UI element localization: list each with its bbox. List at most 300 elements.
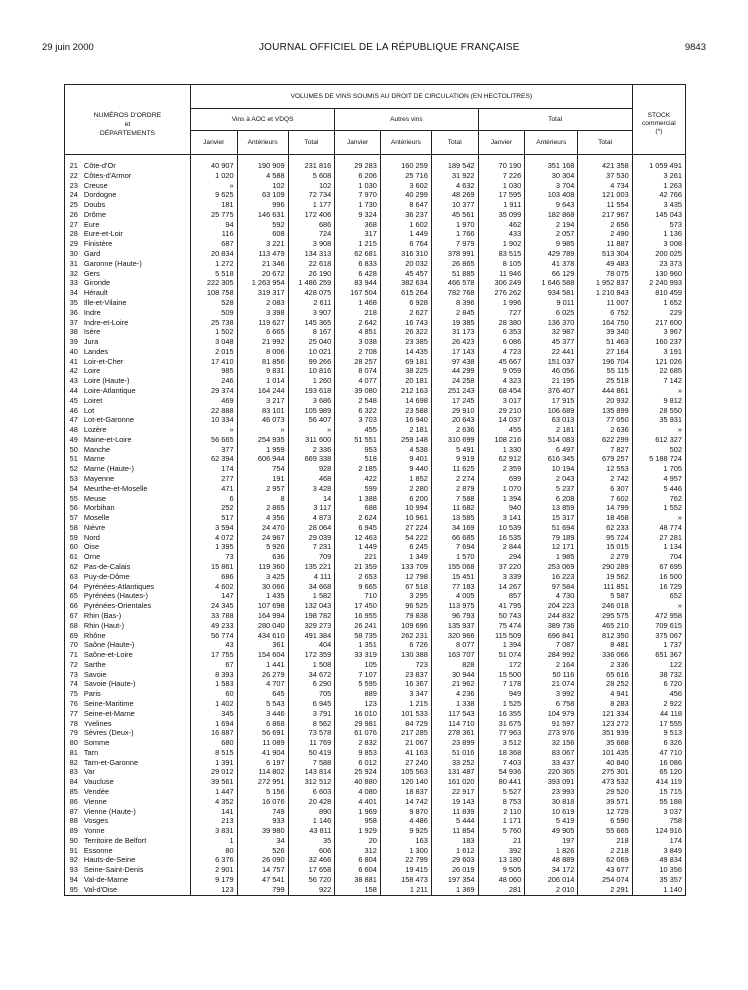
total-total-cell: 2 336 bbox=[578, 660, 632, 670]
total-total-cell: 35 668 bbox=[578, 738, 632, 748]
dept-name-cell: Finistère bbox=[83, 239, 113, 249]
stock-commercial-cell: 160 237 bbox=[632, 337, 685, 347]
aoc-total-cell: 5 608 bbox=[288, 171, 335, 181]
stock-commercial-cell: 810 459 bbox=[632, 288, 685, 298]
total-janvier-cell: 281 bbox=[478, 885, 525, 895]
total-janvier-cell: 13 180 bbox=[478, 855, 525, 865]
dept-number-cell: 56 bbox=[65, 503, 82, 513]
stock-commercial-cell: 7 142 bbox=[632, 376, 685, 386]
autres-janvier-cell: 21 359 bbox=[335, 562, 381, 572]
aoc-total-cell: 428 075 bbox=[288, 288, 335, 298]
aoc-total-cell: 7 588 bbox=[288, 758, 335, 768]
dept-number-cell: 78 bbox=[65, 719, 82, 729]
autres-janvier-cell: 7 970 bbox=[335, 190, 381, 200]
dept-name-cell: Meuse bbox=[83, 493, 107, 503]
table-row bbox=[65, 239, 686, 249]
aoc-janvier-cell: 33 788 bbox=[190, 611, 237, 621]
aoc-anterieurs-cell: 3 425 bbox=[237, 572, 288, 582]
dept-number-cell: 73 bbox=[65, 670, 82, 680]
aoc-janvier-cell: 56 774 bbox=[190, 631, 237, 641]
total-anterieurs-cell: 136 370 bbox=[525, 318, 578, 328]
aoc-anterieurs-cell: 102 bbox=[237, 181, 288, 191]
dept-number-cell: 67 bbox=[65, 611, 82, 621]
dept-name-cell: Val-d'Oise bbox=[82, 885, 191, 895]
table-row bbox=[65, 826, 686, 836]
total-anterieurs-cell: 103 408 bbox=[525, 190, 578, 200]
autres-anterieurs-cell: 101 533 bbox=[380, 709, 431, 719]
autres-janvier-cell: 1 351 bbox=[335, 640, 381, 650]
total-janvier-cell: 14 267 bbox=[478, 582, 525, 592]
total-janvier-cell: 8 753 bbox=[478, 797, 525, 807]
aoc-janvier-cell: 25 775 bbox=[190, 210, 237, 220]
total-total-cell: 2 490 bbox=[578, 229, 632, 239]
table-row bbox=[65, 161, 686, 171]
total-total-cell: 2 636 bbox=[578, 425, 632, 435]
total-janvier-cell: 2 844 bbox=[478, 542, 525, 552]
autres-total-cell: 1 338 bbox=[431, 699, 478, 709]
dept-name-cell: Meurthe-et-Moselle bbox=[83, 483, 148, 493]
subheader-janvier: Janvier bbox=[478, 131, 525, 155]
autres-anterieurs-cell: 79 838 bbox=[380, 611, 431, 621]
autres-anterieurs-cell: 6 200 bbox=[380, 494, 431, 504]
total-anterieurs-cell: 106 689 bbox=[525, 406, 578, 416]
stock-commercial-cell: 174 bbox=[632, 836, 685, 846]
table-row bbox=[65, 542, 686, 552]
autres-total-cell: 26 019 bbox=[431, 865, 478, 875]
aoc-total-cell: 102 bbox=[288, 181, 335, 191]
dept-name-cell: Savoie bbox=[83, 669, 107, 679]
total-janvier-cell: 75 474 bbox=[478, 621, 525, 631]
total-total-cell: 473 532 bbox=[578, 777, 632, 787]
aoc-janvier-cell: 24 345 bbox=[190, 601, 237, 611]
dept-number-cell: 68 bbox=[65, 621, 82, 631]
dept-number-cell: 44 bbox=[65, 386, 82, 396]
autres-total-cell: 31 922 bbox=[431, 171, 478, 181]
total-anterieurs-cell: 376 407 bbox=[525, 386, 578, 396]
autres-anterieurs-cell: 38 225 bbox=[380, 366, 431, 376]
autres-janvier-cell: 26 241 bbox=[335, 621, 381, 631]
aoc-janvier-cell: 60 bbox=[190, 689, 237, 699]
aoc-janvier-cell: 1 bbox=[190, 836, 237, 846]
autres-total-cell: 5 444 bbox=[431, 816, 478, 826]
total-anterieurs-cell: 9 011 bbox=[525, 298, 578, 308]
autres-janvier-cell: 6 012 bbox=[335, 758, 381, 768]
autres-total-cell: 8 396 bbox=[431, 298, 478, 308]
autres-total-cell: 11 682 bbox=[431, 503, 478, 513]
table-row bbox=[65, 229, 686, 239]
total-total-cell: 49 483 bbox=[578, 259, 632, 269]
autres-total-cell: 155 068 bbox=[431, 562, 478, 572]
dept-name-cell: Lozère bbox=[83, 425, 107, 435]
autres-total-cell: 828 bbox=[431, 660, 478, 670]
total-anterieurs-cell: 206 014 bbox=[525, 875, 578, 885]
autres-janvier-cell: 40 880 bbox=[335, 777, 381, 787]
aoc-anterieurs-cell: 361 bbox=[237, 640, 288, 650]
autres-janvier-cell: 51 551 bbox=[335, 435, 381, 445]
dept-number-cell: 93 bbox=[65, 865, 82, 875]
autres-janvier-cell: 4 401 bbox=[335, 797, 381, 807]
dept-name-cell: Var bbox=[83, 767, 95, 777]
aoc-janvier-cell: 471 bbox=[190, 484, 237, 494]
table-row bbox=[65, 425, 686, 435]
total-total-cell: 55 665 bbox=[578, 826, 632, 836]
autres-anterieurs-cell: 382 634 bbox=[380, 278, 431, 288]
table-row bbox=[65, 200, 686, 210]
dept-number-cell: 52 bbox=[65, 464, 82, 474]
dept-number-cell: 66 bbox=[65, 601, 82, 611]
total-janvier-cell: 17 595 bbox=[478, 190, 525, 200]
aoc-anterieurs-cell: 119 360 bbox=[237, 562, 288, 572]
total-total-cell: 65 616 bbox=[578, 670, 632, 680]
total-total-cell: 444 861 bbox=[578, 386, 632, 396]
total-anterieurs-cell: 197 bbox=[525, 836, 578, 846]
total-janvier-cell: 16 355 bbox=[478, 709, 525, 719]
total-anterieurs-cell: 9 985 bbox=[525, 239, 578, 249]
aoc-anterieurs-cell: 24 967 bbox=[237, 533, 288, 543]
stock-commercial-cell: 651 367 bbox=[632, 650, 685, 660]
aoc-anterieurs-cell: 81 856 bbox=[237, 357, 288, 367]
autres-anterieurs-cell: 158 473 bbox=[380, 875, 431, 885]
stock-commercial-cell: 28 550 bbox=[632, 406, 685, 416]
total-total-cell: 7 602 bbox=[578, 494, 632, 504]
aoc-total-cell: 134 313 bbox=[288, 249, 335, 259]
autres-total-cell: 466 578 bbox=[431, 278, 478, 288]
total-janvier-cell: 1 394 bbox=[478, 494, 525, 504]
total-total-cell: 2 656 bbox=[578, 220, 632, 230]
stock-commercial-cell: 1 136 bbox=[632, 229, 685, 239]
aoc-janvier-cell: 29 374 bbox=[190, 386, 237, 396]
aoc-janvier-cell: 4 352 bbox=[190, 797, 237, 807]
aoc-anterieurs-cell: 6 665 bbox=[237, 327, 288, 337]
dept-number-cell: 81 bbox=[65, 748, 82, 758]
aoc-anterieurs-cell: 154 604 bbox=[237, 650, 288, 660]
aoc-total-cell: 22 618 bbox=[288, 259, 335, 269]
autres-total-cell: 19 385 bbox=[431, 318, 478, 328]
aoc-total-cell: 1 582 bbox=[288, 591, 335, 601]
table-row bbox=[65, 660, 686, 670]
table-row bbox=[65, 269, 686, 279]
autres-janvier-cell: 20 bbox=[335, 836, 381, 846]
aoc-janvier-cell: 686 bbox=[190, 572, 237, 582]
autres-anterieurs-cell: 105 563 bbox=[380, 767, 431, 777]
autres-anterieurs-cell: 54 222 bbox=[380, 533, 431, 543]
journal-title: JOURNAL OFFICIEL DE LA RÉPUBLIQUE FRANÇAISE bbox=[258, 41, 520, 53]
total-anterieurs-cell: 15 317 bbox=[525, 513, 578, 523]
dept-name-cell: Indre bbox=[83, 307, 101, 317]
total-anterieurs-cell: 3 704 bbox=[525, 181, 578, 191]
dept-name-cell: Creuse bbox=[83, 180, 108, 190]
total-janvier-cell: 1 902 bbox=[478, 239, 525, 249]
dept-number-cell: 63 bbox=[65, 572, 82, 582]
autres-janvier-cell: 2 708 bbox=[335, 347, 381, 357]
total-anterieurs-cell: 50 116 bbox=[525, 670, 578, 680]
total-total-cell: 622 299 bbox=[578, 435, 632, 445]
dept-name-cell: Vienne (Haute-) bbox=[83, 806, 136, 816]
aoc-total-cell: 11 769 bbox=[288, 738, 335, 748]
autres-total-cell: 4 005 bbox=[431, 591, 478, 601]
aoc-total-cell: 1 146 bbox=[288, 816, 335, 826]
dept-name-cell: Tarn bbox=[83, 747, 99, 757]
aoc-total-cell: 468 bbox=[288, 474, 335, 484]
autres-total-cell: 26 423 bbox=[431, 337, 478, 347]
aoc-janvier-cell: 10 334 bbox=[190, 415, 237, 425]
total-anterieurs-cell: 934 581 bbox=[525, 288, 578, 298]
aoc-janvier-cell: 246 bbox=[190, 376, 237, 386]
aoc-total-cell: 105 989 bbox=[288, 406, 335, 416]
total-anterieurs-cell: 34 172 bbox=[525, 865, 578, 875]
autres-janvier-cell: 38 881 bbox=[335, 875, 381, 885]
dept-number-cell: 75 bbox=[65, 689, 82, 699]
autres-janvier-cell: 368 bbox=[335, 220, 381, 230]
total-total-cell: 123 272 bbox=[578, 719, 632, 729]
autres-anterieurs-cell: 69 181 bbox=[380, 357, 431, 367]
stock-commercial-cell: 1 134 bbox=[632, 542, 685, 552]
aoc-total-cell: 2 336 bbox=[288, 445, 335, 455]
dept-number-cell: 43 bbox=[65, 376, 82, 386]
aoc-total-cell: 14 bbox=[288, 494, 335, 504]
stock-commercial-cell: 200 025 bbox=[632, 249, 685, 259]
total-anterieurs-cell: 514 083 bbox=[525, 435, 578, 445]
total-total-cell: 513 304 bbox=[578, 249, 632, 259]
total-janvier-cell: 21 bbox=[478, 836, 525, 846]
total-janvier-cell: 70 190 bbox=[478, 161, 525, 171]
total-total-cell: 2 742 bbox=[578, 474, 632, 484]
aoc-janvier-cell: 73 bbox=[190, 552, 237, 562]
dept-name-cell: Seine-Maritime bbox=[83, 698, 134, 708]
aoc-anterieurs-cell: 46 073 bbox=[237, 415, 288, 425]
autres-total-cell: 15 451 bbox=[431, 572, 478, 582]
autres-total-cell: 23 899 bbox=[431, 738, 478, 748]
aoc-anterieurs-cell: 41 904 bbox=[237, 748, 288, 758]
aoc-janvier-cell: 67 bbox=[190, 660, 237, 670]
stock-commercial-cell: 3 967 bbox=[632, 327, 685, 337]
autres-total-cell: 5 491 bbox=[431, 445, 478, 455]
dept-name-cell: Dordogne bbox=[83, 190, 117, 200]
total-janvier-cell: 1 171 bbox=[478, 816, 525, 826]
dept-number-cell: 49 bbox=[65, 435, 82, 445]
aoc-janvier-cell: 22 888 bbox=[190, 406, 237, 416]
total-anterieurs-cell: 10 194 bbox=[525, 464, 578, 474]
stock-commercial-cell: 456 bbox=[632, 689, 685, 699]
aoc-janvier-cell: 43 bbox=[190, 640, 237, 650]
total-janvier-cell: 6 086 bbox=[478, 337, 525, 347]
aoc-anterieurs-cell: 26 279 bbox=[237, 670, 288, 680]
total-anterieurs-cell: 63 013 bbox=[525, 415, 578, 425]
total-janvier-cell: 10 539 bbox=[478, 523, 525, 533]
aoc-total-cell: 172 406 bbox=[288, 210, 335, 220]
dept-number-cell: 36 bbox=[65, 308, 82, 318]
aoc-total-cell: 4 111 bbox=[288, 572, 335, 582]
stock-commercial-cell: » bbox=[632, 386, 685, 396]
autres-janvier-cell: 1 215 bbox=[335, 239, 381, 249]
table-row bbox=[65, 738, 686, 748]
total-janvier-cell: 35 099 bbox=[478, 210, 525, 220]
stock-commercial-cell: 1 705 bbox=[632, 464, 685, 474]
dept-number-cell: 83 bbox=[65, 767, 82, 777]
aoc-janvier-cell: 8 515 bbox=[190, 748, 237, 758]
total-anterieurs-cell: 49 905 bbox=[525, 826, 578, 836]
dept-name-cell: Côtes-d'Armor bbox=[83, 170, 132, 180]
aoc-total-cell: 6 945 bbox=[288, 699, 335, 709]
total-total-cell: 218 bbox=[578, 836, 632, 846]
autres-janvier-cell: 62 681 bbox=[335, 249, 381, 259]
total-janvier-cell: 1 030 bbox=[478, 181, 525, 191]
aoc-total-cell: 686 bbox=[288, 220, 335, 230]
aoc-janvier-cell: 1 272 bbox=[190, 259, 237, 269]
aoc-total-cell: 20 428 bbox=[288, 797, 335, 807]
dept-name-cell: Vienne bbox=[83, 796, 107, 806]
autres-janvier-cell: 6 604 bbox=[335, 865, 381, 875]
stock-commercial-cell: 217 600 bbox=[632, 318, 685, 328]
aoc-total-cell: 606 bbox=[288, 846, 335, 856]
dept-name-cell: Loiret bbox=[83, 395, 103, 405]
autres-janvier-cell: 6 322 bbox=[335, 406, 381, 416]
autres-anterieurs-cell: 40 299 bbox=[380, 190, 431, 200]
aoc-anterieurs-cell: 1 441 bbox=[237, 660, 288, 670]
stock-commercial-cell: 1 263 bbox=[632, 181, 685, 191]
dept-name-cell: Puy-de-Dôme bbox=[83, 571, 130, 581]
table-row bbox=[65, 640, 686, 650]
total-total-cell: 295 575 bbox=[578, 611, 632, 621]
autres-janvier-cell: 3 703 bbox=[335, 415, 381, 425]
aoc-janvier-cell: 222 305 bbox=[190, 278, 237, 288]
autres-janvier-cell: 2 185 bbox=[335, 464, 381, 474]
total-total-cell: 11 887 bbox=[578, 239, 632, 249]
autres-janvier-cell: 83 944 bbox=[335, 278, 381, 288]
autres-total-cell: 189 542 bbox=[431, 161, 478, 171]
aoc-total-cell: 198 782 bbox=[288, 611, 335, 621]
total-anterieurs-cell: 393 091 bbox=[525, 777, 578, 787]
total-janvier-cell: 727 bbox=[478, 308, 525, 318]
total-janvier-cell: 37 220 bbox=[478, 562, 525, 572]
aoc-total-cell: 928 bbox=[288, 464, 335, 474]
total-anterieurs-cell: 273 976 bbox=[525, 728, 578, 738]
total-janvier-cell: 9 059 bbox=[478, 366, 525, 376]
stock-header bbox=[632, 85, 685, 155]
aoc-anterieurs-cell: 3 221 bbox=[237, 239, 288, 249]
stock-commercial-cell: 55 188 bbox=[632, 797, 685, 807]
aoc-janvier-cell: 3 048 bbox=[190, 337, 237, 347]
subheader-total: Total bbox=[431, 131, 478, 155]
dept-number-cell: 74 bbox=[65, 679, 82, 689]
autres-total-cell: 113 975 bbox=[431, 601, 478, 611]
autres-janvier-cell: 1 388 bbox=[335, 494, 381, 504]
dept-name-cell: Rhin (Haut-) bbox=[83, 620, 125, 630]
autres-janvier-cell: 5 595 bbox=[335, 679, 381, 689]
aoc-total-cell: 3 117 bbox=[288, 503, 335, 513]
aoc-total-cell: 3 428 bbox=[288, 484, 335, 494]
autres-janvier-cell: 29 283 bbox=[335, 161, 381, 171]
dept-name-cell: Loire (Haute-) bbox=[83, 376, 130, 386]
total-total-cell: 246 018 bbox=[578, 601, 632, 611]
autres-janvier-cell: 2 832 bbox=[335, 738, 381, 748]
autres-total-cell: 8 077 bbox=[431, 640, 478, 650]
stock-commercial-cell: 612 327 bbox=[632, 435, 685, 445]
dept-name-cell: Saône-et-Loire bbox=[83, 650, 133, 660]
aoc-total-cell: 99 266 bbox=[288, 357, 335, 367]
autres-janvier-cell: 9 853 bbox=[335, 748, 381, 758]
autres-janvier-cell: 61 076 bbox=[335, 728, 381, 738]
aoc-total-cell: 491 384 bbox=[288, 631, 335, 641]
total-janvier-cell: 294 bbox=[478, 552, 525, 562]
autres-anterieurs-cell: 2 280 bbox=[380, 484, 431, 494]
total-anterieurs-cell: 32 987 bbox=[525, 327, 578, 337]
aoc-janvier-cell: 80 bbox=[190, 846, 237, 856]
aoc-anterieurs-cell: 83 101 bbox=[237, 406, 288, 416]
total-total-cell: 6 752 bbox=[578, 308, 632, 318]
dept-name-cell: Yvelines bbox=[83, 718, 112, 728]
total-total-cell: 254 074 bbox=[578, 875, 632, 885]
row-header-label: NUMÉROS D'ORDRE et DÉPARTEMENTS bbox=[93, 111, 162, 137]
stock-commercial-cell: 47 710 bbox=[632, 748, 685, 758]
autres-janvier-cell: 9 324 bbox=[335, 210, 381, 220]
stock-commercial-cell: 3 849 bbox=[632, 846, 685, 856]
aoc-janvier-cell: 15 861 bbox=[190, 562, 237, 572]
dept-number-cell: 64 bbox=[65, 582, 82, 592]
total-total-cell: 5 587 bbox=[578, 591, 632, 601]
aoc-janvier-cell: 174 bbox=[190, 464, 237, 474]
total-janvier-cell: 857 bbox=[478, 591, 525, 601]
autres-janvier-cell: 6 206 bbox=[335, 171, 381, 181]
dept-number-cell: 57 bbox=[65, 513, 82, 523]
autres-total-cell: 117 543 bbox=[431, 709, 478, 719]
subheader-janvier: Janvier bbox=[190, 131, 237, 155]
dept-number-cell: 41 bbox=[65, 357, 82, 367]
stock-commercial-cell: 9 812 bbox=[632, 396, 685, 406]
total-total-cell: 15 015 bbox=[578, 542, 632, 552]
total-anterieurs-cell: 2 181 bbox=[525, 425, 578, 435]
total-anterieurs-cell: 253 069 bbox=[525, 562, 578, 572]
aoc-anterieurs-cell: 645 bbox=[237, 689, 288, 699]
total-janvier-cell: 9 505 bbox=[478, 865, 525, 875]
total-anterieurs-cell: 10 619 bbox=[525, 807, 578, 817]
wine-volume-table bbox=[64, 84, 686, 896]
total-anterieurs-cell: 9 643 bbox=[525, 200, 578, 210]
aoc-total-cell: 193 618 bbox=[288, 386, 335, 396]
autres-janvier-cell: 2 653 bbox=[335, 572, 381, 582]
autres-total-cell: 135 937 bbox=[431, 621, 478, 631]
dept-number-cell: 87 bbox=[65, 807, 82, 817]
stock-commercial-cell: 42 766 bbox=[632, 190, 685, 200]
total-total-cell: 812 350 bbox=[578, 631, 632, 641]
table-row bbox=[65, 484, 686, 494]
total-janvier-cell: 77 963 bbox=[478, 728, 525, 738]
autres-janvier-cell: 2 624 bbox=[335, 513, 381, 523]
aoc-total-cell: 34 668 bbox=[288, 582, 335, 592]
autres-anterieurs-cell: 6 726 bbox=[380, 640, 431, 650]
autres-janvier-cell: 33 319 bbox=[335, 650, 381, 660]
stock-commercial-cell: 17 555 bbox=[632, 719, 685, 729]
autres-total-cell: 1 570 bbox=[431, 552, 478, 562]
total-janvier-cell: 15 500 bbox=[478, 670, 525, 680]
main-header bbox=[190, 85, 632, 109]
group-header-total: Total bbox=[478, 109, 632, 131]
aoc-janvier-cell: 8 393 bbox=[190, 670, 237, 680]
autres-janvier-cell: 1 969 bbox=[335, 807, 381, 817]
dept-number-cell: 42 bbox=[65, 366, 82, 376]
autres-total-cell: 4 236 bbox=[431, 689, 478, 699]
stock-commercial-cell: 130 960 bbox=[632, 269, 685, 279]
total-total-cell: 51 463 bbox=[578, 337, 632, 347]
aoc-janvier-cell: 25 738 bbox=[190, 318, 237, 328]
total-janvier-cell: 949 bbox=[478, 689, 525, 699]
autres-anterieurs-cell: 9 440 bbox=[380, 464, 431, 474]
running-head bbox=[42, 40, 706, 54]
autres-anterieurs-cell: 3 602 bbox=[380, 181, 431, 191]
autres-anterieurs-cell: 615 264 bbox=[380, 288, 431, 298]
total-total-cell: 27 164 bbox=[578, 347, 632, 357]
autres-total-cell: 48 269 bbox=[431, 190, 478, 200]
